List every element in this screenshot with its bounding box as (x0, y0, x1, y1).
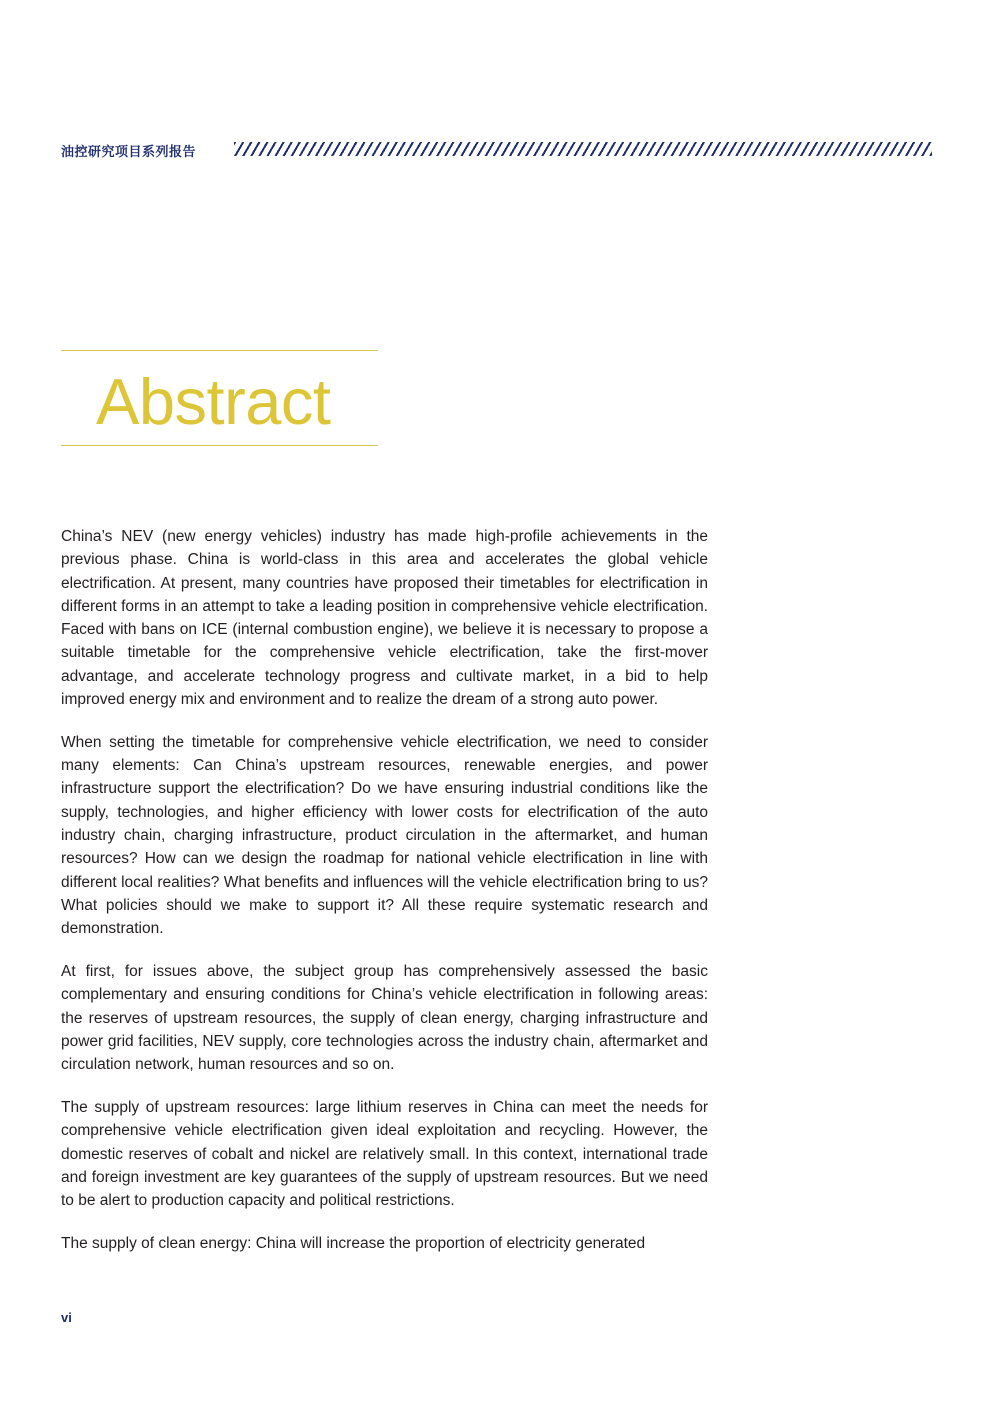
report-series-label: 油控研究项目系列报告 (61, 145, 197, 160)
paragraph: The supply of upstream resources: large lithium reserves in China can meet the needs for comprehensive vehicle electrification given ideal exploitation and recycling. However, the domestic reserves of cobalt and nickel are relatively small. In this context, international trade and foreign investment are key guarantees of the supply of upstream resources. But we need to be alert to production capacity and political restrictions. (61, 1099, 708, 1210)
title-rule-top (61, 350, 378, 351)
paragraph: When setting the timetable for comprehensive vehicle electrification, we need to consider many elements: Can China’s upstream resources, renewable energies, and power infrastructure support the electrification? Do we have ensuring industrial conditions like the supply, technologies, and higher efficiency with lower costs for electrification of the auto industry chain, charging infrastructure, product circulation in the aftermarket, and human resources? How can we design the roadmap for national vehicle electrification in line with different local realities? What benefits and influences will the vehicle electrification bring to us? What policies should we make to support it? All these require systematic research and demonstration. (61, 733, 708, 938)
paragraph: China’s NEV (new energy vehicles) industry has made high-profile achievements in the previous phase. China is world-class in this area and accelerates the global vehicle electrification. At present, many countries have proposed their timetables for electrification in different forms in an attempt to take a leading position in comprehensive vehicle electrification. Faced with bans on ICE (internal combustion engine), we believe it is necessary to propose a suitable timetable for the comprehensive vehicle electrification, take the first-mover advantage, and accelerate technology progress and cultivate market, in a bid to help improved energy mix and environment and to realize the dream of a strong auto power. (61, 528, 708, 709)
abstract-body (61, 525, 708, 1275)
title-rule-bottom (61, 445, 378, 446)
section-title: Abstract (96, 365, 331, 438)
paragraph: At first, for issues above, the subject group has comprehensively assessed the basic complementary and ensuring conditions for China’s vehicle electrification in following areas: the reserves of upstream resources, the supply of clean energy, charging infrastructure and power grid facilities, NEV supply, core technologies across the industry chain, aftermarket and circulation network, human resources and so on. (61, 963, 708, 1074)
page-number: vi (61, 1310, 72, 1325)
header-stripe-bar (234, 142, 932, 156)
paragraph: The supply of clean energy: China will increase the proportion of electricity generated (61, 1235, 646, 1253)
